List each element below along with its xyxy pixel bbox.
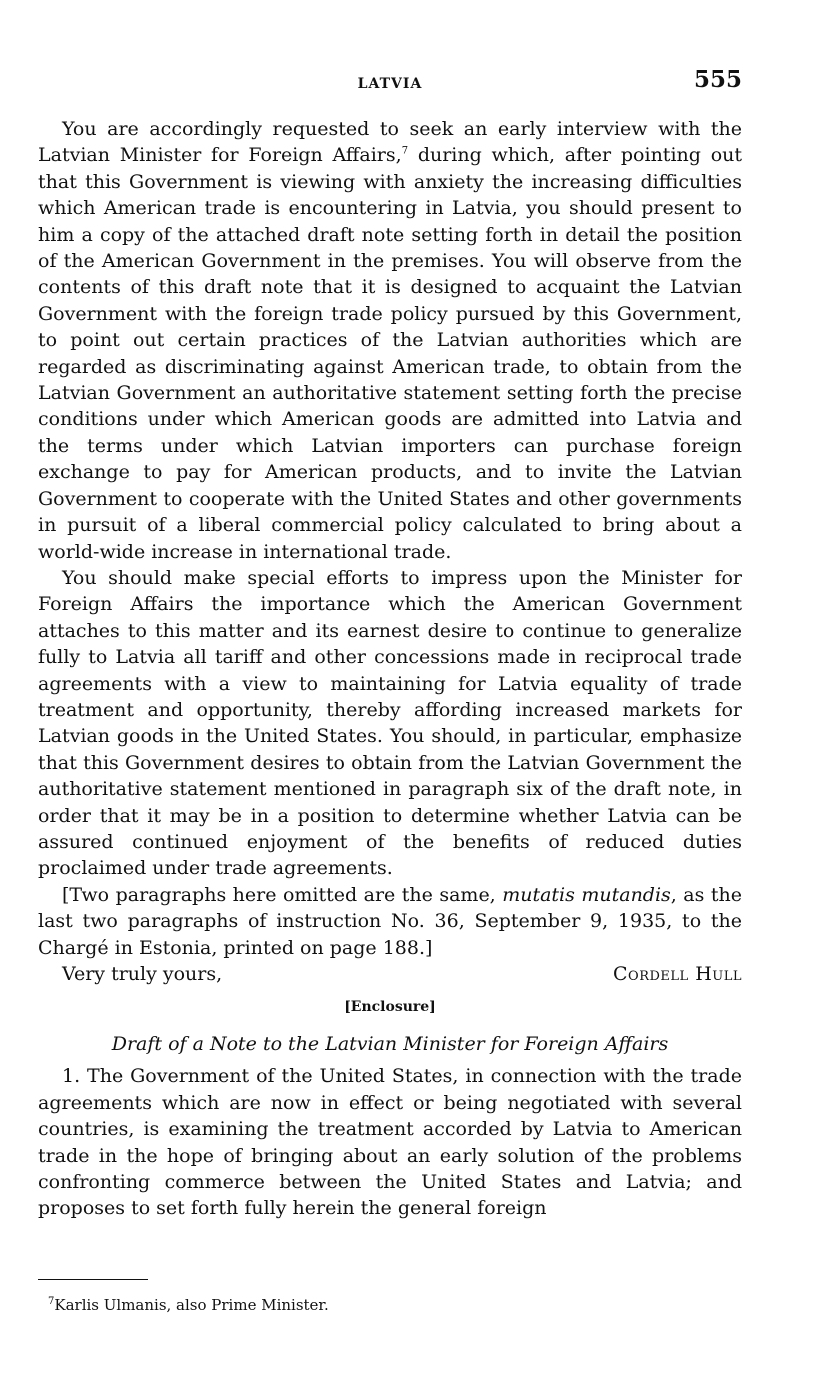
paragraph-omitted-note: [38, 882, 742, 961]
signature: Cordell Hull: [613, 963, 742, 985]
draft-note-title: Draft of a Note to the Latvian Minister for Foreign Affairs: [111, 1033, 669, 1056]
paragraph-interview-request: [38, 116, 742, 565]
enclosure-label: [Enclosure]: [344, 999, 436, 1016]
salutation: Very truly yours,: [62, 963, 223, 985]
footnote-text: Karlis Ulmanis, also Prime Minister.: [54, 1296, 329, 1314]
footnote: [48, 1295, 329, 1315]
paragraph-text: , as the last two paragraphs of instruction No. 36, September 9, 1935, to the Chargé in Estonia, printed on page 188.]: [38, 883, 742, 959]
draft-paragraph-1: 1. The Government of the United States, in connection with the trade agreements which are now in effect or being negotiated with several countries, is examining the treatment accorded by Latvia to American trade in the hope of bringing about an early solution of the problems confronting commerce between the United States and Latvia; and proposes to set forth fully herein the general foreign: [38, 1065, 742, 1220]
paragraph-special-efforts: You should make special efforts to impress upon the Minister for Foreign Affairs the importance which the American Government attaches to this matter and its earnest desire to continue to generalize fully to Latvia all tariff and other concessions made in reciprocal trade agreements with a view to maintaining for Latvia equality of trade treatment and opportunity, thereby affording increased markets for Latvian goods in the United States. You should, in particular, emphasize that this Government desires to obtain from the Latvian Government the authoritative statement mentioned in paragraph six of the draft note, in order that it may be in a position to determine whether Latvia can be assured continued enjoyment of the benefits of reduced duties proclaimed under trade agreements.: [38, 566, 742, 880]
latin-phrase: mutatis mutandis: [502, 883, 671, 906]
footnote-marker: 7: [48, 1296, 55, 1307]
footnote-reference: 7: [401, 146, 409, 158]
closing-line: [38, 961, 742, 987]
footnote-divider: [38, 1279, 148, 1280]
paragraph-text: You are accordingly requested to seek an early interview with the Latvian Minister for Foreign Affairs,: [38, 118, 742, 167]
page-number: 555: [693, 66, 742, 93]
page-header: [38, 66, 742, 96]
running-head: LATVIA: [357, 76, 423, 92]
paragraph-text: during which, after pointing out that this Government is viewing with anxiety the increasing difficulties which American trade is encountering in Latvia, you should present to him a copy of the attached draft note setting forth in detail the position of the American Government in the premises. You will observe from the contents of this draft note that it is designed to acquaint the Latvian Government with the foreign trade policy pursued by this Government, to point out certain practices of the Latvian authorities which are regarded as discriminating against American trade, to obtain from the Latvian Government an authoritative statement setting forth the precise conditions under which American goods are admitted into Latvia and the terms under which Latvian importers can purchase foreign exchange to pay for American products, and to invite the Latvian Government to cooperate with the United States and other governments in pursuit of a liberal commercial policy calculated to bring about a world-wide increase in international trade.: [38, 144, 743, 563]
body-text: [38, 116, 742, 1222]
paragraph-text: [Two paragraphs here omitted are the same,: [62, 883, 503, 906]
